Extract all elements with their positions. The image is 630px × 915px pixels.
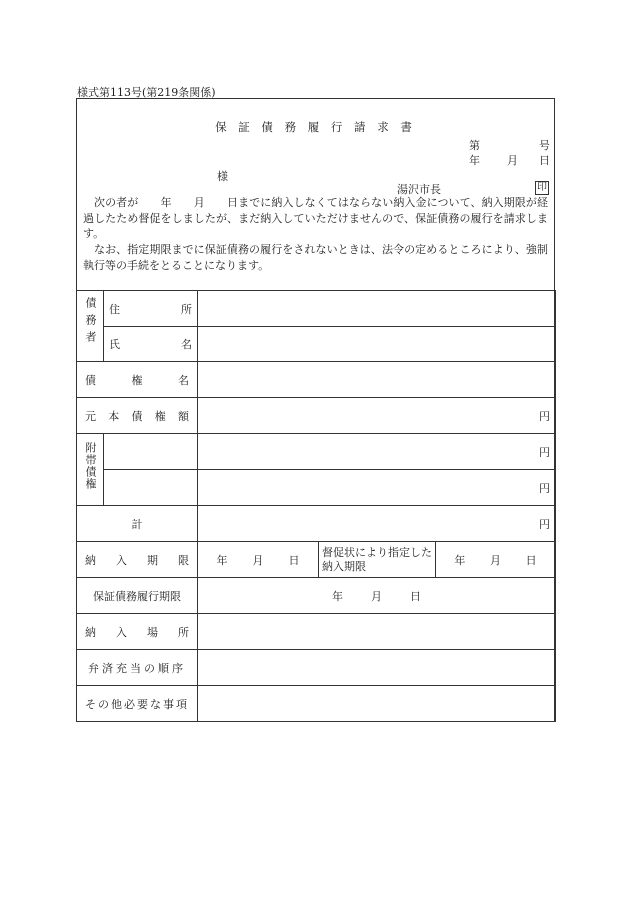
request-paragraph: 次の者が 年 月 日までに納入しなくてはならない納入金について、納入期限が経過したため督促をしましたが、まだ納入していただけませんので、保証債務の履行を請求します。 (83, 196, 548, 240)
issuer-name: 湯沢市長 (397, 183, 441, 196)
demand-due-label: 督促状により指定した納入期限 (319, 542, 436, 578)
due-date-label: 納 入 期 限 (77, 542, 198, 578)
date-month: 月 (507, 154, 518, 167)
table-row (77, 578, 556, 614)
seal-mark (535, 180, 549, 195)
allocation-order-label: 弁済充当の順序 (77, 650, 198, 686)
table-row (77, 614, 556, 650)
due-date-field[interactable]: 年 月 日 (198, 542, 319, 578)
payment-place-field[interactable] (198, 614, 556, 650)
form-header (77, 99, 554, 290)
notice-paragraph: なお、指定期限までに保証債務の履行をされないときは、法令の定めるところにより、強制執行等の手続をとることになります。 (83, 243, 548, 272)
table-row (77, 650, 556, 686)
ancillary-item-1-name[interactable] (104, 434, 198, 470)
table-row (77, 470, 556, 506)
address-field[interactable] (198, 291, 556, 327)
payment-place-label: 納 入 場 所 (77, 614, 198, 650)
table-row (77, 434, 556, 470)
table-row (77, 327, 556, 362)
seal-label: 印 (537, 182, 547, 193)
table-row (77, 291, 556, 327)
ancillary-item-2-name[interactable] (104, 470, 198, 506)
demand-due-field[interactable]: 年 月 日 (436, 542, 556, 578)
other-matters-label: その他必要な事項 (77, 686, 198, 722)
table-row (77, 506, 556, 542)
name-field[interactable] (198, 327, 556, 362)
allocation-order-field[interactable] (198, 650, 556, 686)
date-year: 年 (469, 154, 480, 167)
claim-name-label: 債 権 名 (77, 362, 198, 398)
addressee-suffix: 様 (217, 170, 228, 183)
guarantee-due-label: 保証債務履行期限 (77, 578, 198, 614)
details-table (76, 290, 556, 722)
table-row (77, 686, 556, 722)
total-label: 計 (77, 506, 198, 542)
table-row (77, 362, 556, 398)
form-title: 保 証 債 務 履 行 請 求 書 (215, 120, 416, 134)
principal-amount-field[interactable]: 円 (198, 398, 556, 434)
claim-name-field[interactable] (198, 362, 556, 398)
other-matters-field[interactable] (198, 686, 556, 722)
guarantee-due-field[interactable]: 年 月 日 (198, 578, 556, 614)
ancillary-item-1-amount[interactable]: 円 (198, 434, 556, 470)
ancillary-group-label: 附帯債権 (77, 434, 104, 506)
debtor-group-label: 債務者 (77, 291, 104, 362)
ancillary-item-2-amount[interactable]: 円 (198, 470, 556, 506)
request-form (76, 98, 555, 722)
total-amount-field[interactable]: 円 (198, 506, 556, 542)
address-label: 住 所 (104, 291, 198, 327)
table-row (77, 398, 556, 434)
form-number-label: 様式第113号(第219条関係) (77, 86, 216, 99)
table-row (77, 542, 556, 578)
number-dai: 第 (469, 139, 480, 152)
date-day: 日 (539, 154, 550, 167)
name-label: 氏 名 (104, 327, 198, 362)
number-go: 号 (539, 139, 550, 152)
principal-label: 元 本 債 権 額 (77, 398, 198, 434)
